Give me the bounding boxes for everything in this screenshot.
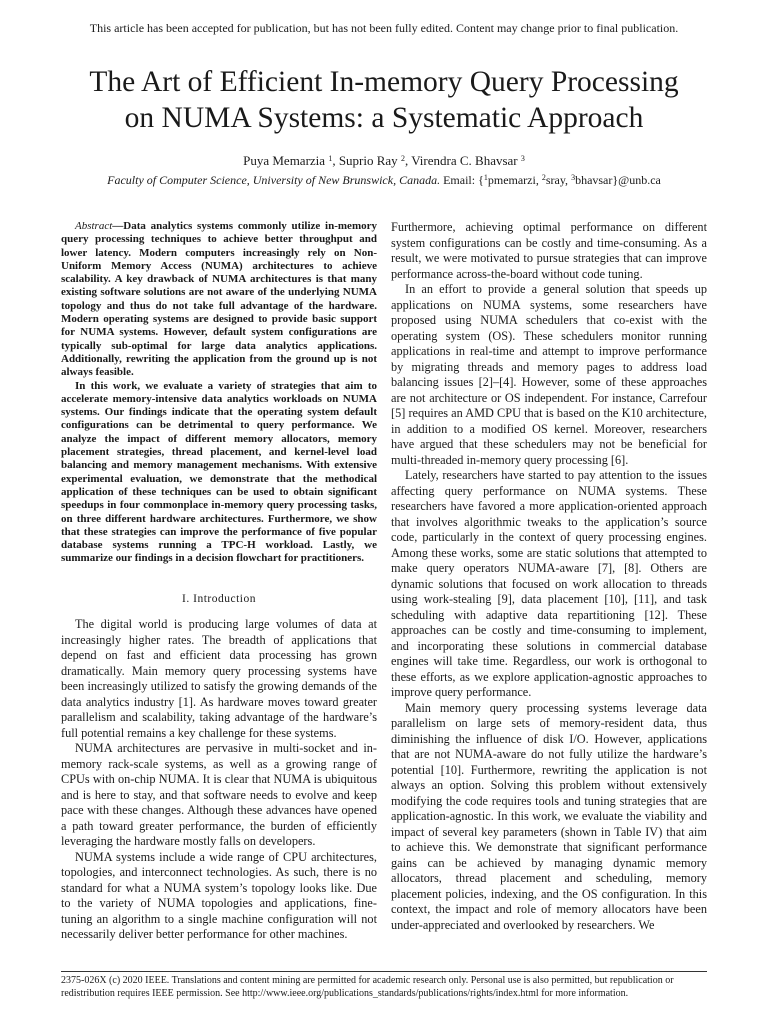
body-paragraph: The digital world is producing large volumes of data at increasingly higher rates. The breadth of applications that depend on fast and efficient data processing has grown dramatically. Main memory query processing systems have been increasingly utilized to satisfy the growing demands of the data analytics industry [1]. As hardware moves toward greater parallelism and scalability, taking advantage of the hardware’s full potential remains a key challenge for these systems.: [61, 617, 377, 740]
copyright-footer: 2375-026X (c) 2020 IEEE. Translations and content mining are permitted for academic research only. Personal use is also permitted, but republication or redistribution requires IEEE permission. See http://www.ieee.org/publications_standards/publications/rights/index.html for more information.: [61, 975, 674, 999]
publication-notice: This article has been accepted for publication, but has not been fully edited. Content may change prior to final publication.: [89, 21, 679, 35]
footer-divider: [61, 971, 707, 972]
author-list: [0, 153, 768, 169]
author-affiliation-mark: 3: [520, 154, 525, 163]
author-separator: ,: [332, 153, 339, 168]
email-mark: 2: [541, 173, 546, 182]
email-mark: 1: [483, 173, 488, 182]
body-paragraph-continued: Furthermore, achieving optimal performance on different system configurations can be costly and time-consuming. As a result, we were motivated to pursue strategies that can improve performance across-the-board without code tuning.: [391, 220, 707, 281]
email-user: bhavsar}@unb.ca: [575, 173, 661, 187]
author-affiliation-mark: 2: [400, 154, 405, 163]
author-name: Suprio Ray: [338, 153, 398, 168]
body-paragraph: In an effort to provide a general solution that speeds up applications on NUMA systems, some researchers have proposed using NUMA schedulers that co-exist with the operating system (OS). These schedulers monitor running applications in real-time and attempt to improve performance by migrating threads and memory pages to address load balancing issues [2]–[4]. However, some of these approaches are not architecture or OS independent. For instance, Carrefour [5] requires an AMD CPU that is based on the K10 architecture, in addition to a modified OS kernel. Moreover, researchers have argued that these schedulers may not be beneficial for multi-threaded in-memory query processing [6].: [391, 282, 707, 467]
abstract-paragraph: [61, 220, 377, 380]
title-line-1: The Art of Efficient In-memory Query Processing: [89, 66, 679, 98]
email-mark: 3: [571, 173, 576, 182]
left-column: [61, 220, 377, 943]
title-line-2: on NUMA Systems: a Systematic Approach: [124, 102, 644, 134]
author-name: Virendra C. Bhavsar: [411, 153, 518, 168]
abstract-label: Abstract: [75, 220, 113, 232]
body-paragraph: NUMA systems include a wide range of CPU architectures, topologies, and interconnect technologies. As such, there is no standard for what a NUMA system’s topology looks like. Due to the variety of NUMA topologies and applications, fine-tuning an algorithm to a single machine configuration will not necessarily deliver better performance for other machines.: [61, 849, 377, 942]
author-affiliation-mark: 1: [328, 154, 333, 163]
abstract: [61, 220, 377, 566]
author-name: Puya Memarzia: [243, 153, 326, 168]
body-paragraph: NUMA architectures are pervasive in multi-socket and in-memory rack-scale systems, as well as a growing range of CPUs with on-chip NUMA. It is clear that NUMA is ubiquitous and is here to stay, and that software needs to evolve and keep pace with these changes. Although these advances have opened a path toward greater performance, the burden of efficiently leveraging the hardware mostly falls on developers.: [61, 741, 377, 849]
institution: Faculty of Computer Science, University of New Brunswick, Canada.: [107, 173, 441, 187]
abstract-text: —Data analytics systems commonly utilize in-memory query processing techniques to achieve better throughput and lower latency. Modern computers increasingly rely on Non-Uniform Memory Access (NUMA) architectures to achieve scalability. A key drawback of NUMA architectures is that many existing software solutions are not aware of the underlying NUMA topology and thus do not take full advantage of the hardware. Modern operating systems are designed to provide basic support for NUMA systems. However, default system configurations are typically sub-optimal for large data analytics applications. Additionally, rewriting the application from the ground up is not always feasible.: [61, 220, 377, 379]
right-column: [391, 220, 707, 933]
author-separator: ,: [404, 153, 412, 168]
abstract-paragraph: In this work, we evaluate a variety of strategies that aim to accelerate memory-intensive data analytics workloads on NUMA systems. Our findings indicate that the operating system default configurations can be detrimental to query performance. We analyze the impact of different memory allocators, memory placement strategies, thread placement, and kernel-level load balancing and memory management mechanisms. With extensive experimental evaluation, we demonstrate that the methodical application of these techniques can be used to obtain significant speedups in four commonplace in-memory query processing tasks, on three different hardware architectures. Furthermore, we show that these strategies can improve the performance of five popular database systems running a TPC-H workload. Lastly, we summarize our findings in a decision flowchart for practitioners.: [61, 379, 377, 565]
body-paragraph: Lately, researchers have started to pay attention to the issues affecting query performance on NUMA systems. These researchers have favored a more application-oriented approach that involves algorithmic tweaks to the application’s source code, particularly in the context of query processing engines. Among these works, some are static solutions that attempted to make query operators NUMA-aware [7], [8]. Others are dynamic solutions that focused on work allocation to threads using work-stealing [9], data placement [10], [11], and task scheduling with adaptive data repartitioning [12]. These approaches can be costly and time-consuming to implement, and incorporating these solutions in commercial database engines will take time. Regardless, our work is orthogonal to these efforts, as we explore application-agnostic approaches to improve query performance.: [391, 468, 707, 699]
email-user: pmemarzi,: [487, 173, 542, 187]
body-paragraph: Main memory query processing systems leverage data parallelism on large sets of memory-resident data, thus diminishing the influence of disk I/O. However, applications that are not NUMA-aware do not fully utilize the hardware’s potential [10]. Furthermore, rewriting the application is not always an option. Solving this problem without extensively modifying the code requires tools and tuning strategies that are application-agnostic. In this work, we evaluate the viability and impact of several key parameters (shown in Table IV) that aim to achieve this. We demonstrate that significant performance gains can be achieved by managing dynamic memory allocators, thread placement and scheduling, memory placement policies, indexing, and the OS configuration. In this context, the impact and role of memory allocators have been under-appreciated and overlooked by researchers. We: [391, 700, 707, 932]
affiliation-line: [0, 173, 768, 188]
section-heading: I. Introduction: [182, 592, 256, 605]
email-user: sray,: [545, 173, 572, 187]
email-label: Email: {: [443, 173, 484, 187]
paper-title: [40, 64, 728, 136]
